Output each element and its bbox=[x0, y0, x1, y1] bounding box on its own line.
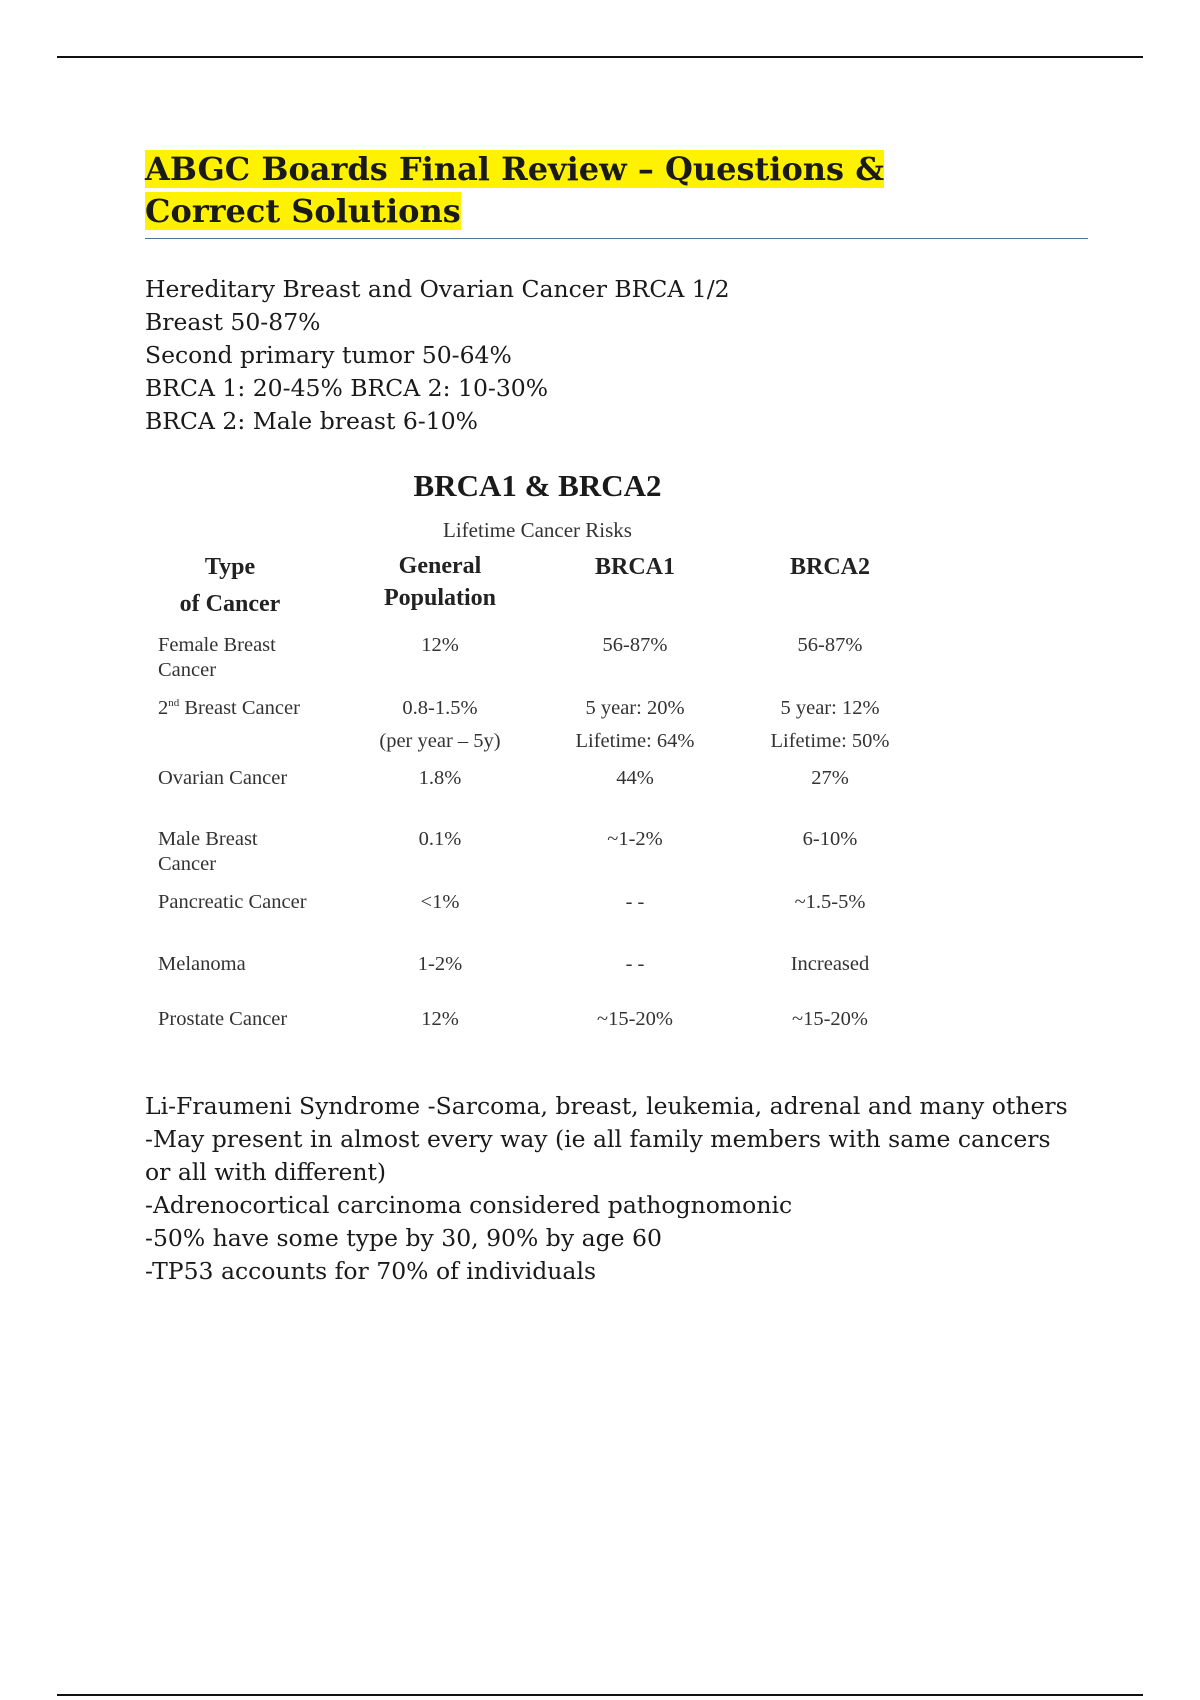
cell-brca2: ~1.5-5% bbox=[794, 891, 866, 913]
cell-brca2-line2: Lifetime: 50% bbox=[770, 730, 890, 752]
intro-line: Hereditary Breast and Ovarian Cancer BRCA 1/2 bbox=[145, 275, 730, 303]
cell-brca1: ~1-2% bbox=[607, 828, 663, 850]
cell-brca2 bbox=[740, 696, 920, 754]
row-type-line2: Cancer bbox=[158, 853, 217, 875]
cell-brca2: ~15-20% bbox=[792, 1008, 868, 1030]
header-type-line2: of Cancer bbox=[179, 591, 281, 617]
cell-general-line1: 0.8-1.5% bbox=[402, 697, 478, 719]
header-general-line2: Population bbox=[383, 585, 497, 611]
header-type bbox=[150, 550, 310, 621]
document-title-highlight: ABGC Boards Final Review – Questions & Correct Solutions bbox=[145, 150, 885, 230]
cell-brca2: Increased bbox=[790, 953, 870, 975]
cell-general: 0.1% bbox=[418, 828, 462, 850]
cell-brca1: - - bbox=[625, 891, 645, 913]
document-title bbox=[145, 148, 1015, 232]
brca-risk-table-figure bbox=[145, 458, 925, 1048]
row-type-ordinal-suffix: nd bbox=[168, 697, 180, 710]
table-title: BRCA1 & BRCA2 bbox=[413, 468, 662, 503]
li-fraumeni-line: -Adrenocortical carcinoma considered pathognomonic bbox=[145, 1191, 793, 1219]
row-type-melanoma: Melanoma bbox=[158, 953, 246, 975]
row-type-male-breast bbox=[158, 827, 348, 877]
cell-general: <1% bbox=[420, 891, 460, 913]
row-type-prostate: Prostate Cancer bbox=[158, 1008, 288, 1030]
cell-brca1: 56-87% bbox=[602, 634, 668, 656]
cell-brca2-line1: 5 year: 12% bbox=[780, 697, 880, 719]
li-fraumeni-line: -May present in almost every way (ie all family members with same cancers or all with different) bbox=[145, 1125, 1051, 1186]
cell-brca2: 56-87% bbox=[797, 634, 863, 656]
intro-line: Second primary tumor 50-64% bbox=[145, 341, 512, 369]
cell-brca1-line1: 5 year: 20% bbox=[585, 697, 685, 719]
li-fraumeni-line: -50% have some type by 30, 90% by age 60 bbox=[145, 1224, 662, 1252]
header-general bbox=[350, 550, 530, 614]
cell-general-line2: (per year – 5y) bbox=[379, 730, 501, 752]
cell-brca1-line2: Lifetime: 64% bbox=[575, 730, 695, 752]
cell-brca1: 44% bbox=[616, 767, 654, 789]
cell-brca1: ~15-20% bbox=[597, 1008, 673, 1030]
header-brca1: BRCA1 bbox=[594, 554, 675, 580]
header-brca2: BRCA2 bbox=[789, 554, 870, 580]
intro-line: BRCA 1: 20-45% BRCA 2: 10-30% bbox=[145, 374, 549, 402]
row-type-pancreatic: Pancreatic Cancer bbox=[158, 891, 307, 913]
title-underline bbox=[145, 238, 1088, 239]
cell-brca1 bbox=[545, 696, 725, 754]
cell-brca1: - - bbox=[625, 953, 645, 975]
intro-line: BRCA 2: Male breast 6-10% bbox=[145, 407, 478, 435]
intro-section bbox=[145, 273, 730, 438]
li-fraumeni-section bbox=[145, 1090, 1075, 1288]
row-type-text: Breast Cancer bbox=[179, 697, 300, 719]
cell-general: 12% bbox=[421, 1008, 459, 1030]
cell-brca2: 27% bbox=[811, 767, 849, 789]
row-type-ordinal: 2 bbox=[158, 697, 169, 719]
row-type-second-breast bbox=[158, 696, 348, 721]
row-type-ovarian: Ovarian Cancer bbox=[158, 767, 288, 789]
row-type-line1: Female Breast bbox=[158, 634, 276, 656]
li-fraumeni-line: -TP53 accounts for 70% of individuals bbox=[145, 1257, 597, 1285]
header-type-line1: Type bbox=[204, 554, 256, 580]
cell-general: 12% bbox=[421, 634, 459, 656]
header-general-line1: General bbox=[398, 553, 482, 579]
page-bottom-rule bbox=[57, 1694, 1143, 1696]
cell-brca2: 6-10% bbox=[802, 828, 858, 850]
page-top-rule bbox=[57, 56, 1143, 58]
row-type-line2: Cancer bbox=[158, 659, 217, 681]
table-subtitle: Lifetime Cancer Risks bbox=[443, 518, 632, 542]
cell-general: 1-2% bbox=[417, 953, 463, 975]
row-type-line1: Male Breast bbox=[158, 828, 258, 850]
li-fraumeni-line: Li-Fraumeni Syndrome -Sarcoma, breast, leukemia, adrenal and many others bbox=[145, 1092, 1068, 1120]
intro-line: Breast 50-87% bbox=[145, 308, 321, 336]
row-type-female-breast bbox=[158, 633, 348, 683]
cell-general bbox=[350, 696, 530, 754]
cell-general: 1.8% bbox=[418, 767, 462, 789]
